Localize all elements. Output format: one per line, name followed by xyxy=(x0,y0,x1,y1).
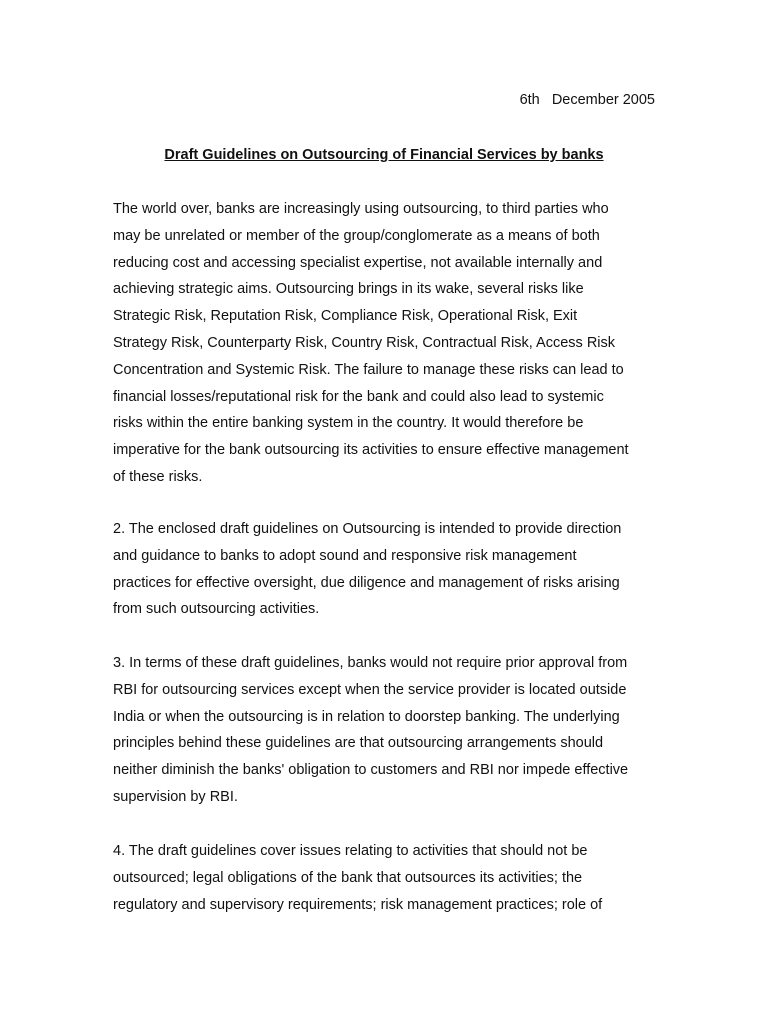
paragraph-intro: The world over, banks are increasingly using outsourcing, to third parties who may be unrelated or member of the group/conglomerate as a means of both reducing cost and accessing specialist expertise, not available internally and achieving strategic aims. Outsourcing brings in its wake, several risks like Strategic Risk, Reputation Risk, Compliance Risk, Operational Risk, Exit Strategy Risk, Counterparty Risk, Country Risk, Contractual Risk, Access Risk Concentration and Systemic Risk. The failure to manage these risks can lead to financial losses/reputational risk for the bank and could also lead to systemic risks within the entire banking system in the country. It would therefore be imperative for the bank outsourcing its activities to ensure effective management of these risks. xyxy=(113,201,629,485)
document-title: Draft Guidelines on Outsourcing of Financial Services by banks xyxy=(164,147,604,163)
paragraph-2: 2. The enclosed draft guidelines on Outsourcing is intended to provide direction and guidance to banks to adopt sound and responsive risk management practices for effective oversight, due diligence and management of risks arising from such outsourcing activities. xyxy=(113,521,622,618)
paragraph-4: 4. The draft guidelines cover issues relating to activities that should not be outsourced; legal obligations of the bank that outsources its activities; the regulatory and supervisory requirements; risk management practices; role of xyxy=(113,843,603,913)
paragraph-3: 3. In terms of these draft guidelines, banks would not require prior approval from RBI for outsourcing services except when the service provider is located outside India or when the outsourcing is in relation to doorstep banking. The underlying principles behind these guidelines are that outsourcing arrangements should neither diminish the banks' obligation to customers and RBI nor impede effective supervision by RBI. xyxy=(113,655,629,805)
document-date: 6th December 2005 xyxy=(519,92,655,108)
